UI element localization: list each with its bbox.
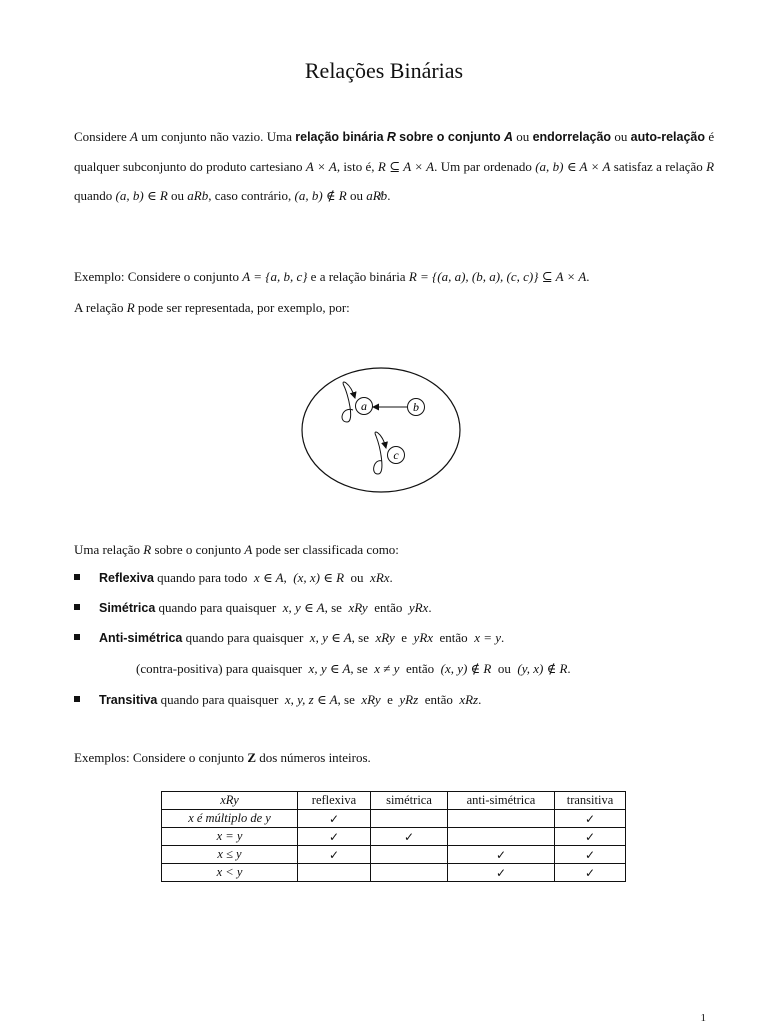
- classification-lead: Uma relação R sobre o conjunto A pode ser classificada como:: [74, 542, 399, 557]
- bullet-transitiva: Transitiva quando para quaisquer x, y, z ∈ A, se xRy e yRz então xRz.: [74, 692, 481, 708]
- table-header-cell: reflexiva: [298, 792, 371, 810]
- table-row: [162, 828, 626, 846]
- table-header-row: [162, 792, 626, 810]
- check-mark: ✓: [371, 828, 448, 846]
- bullet-marker: [74, 634, 80, 640]
- check-mark: [371, 864, 448, 882]
- relations-table: [161, 791, 626, 882]
- row-label: x é múltiplo de y: [162, 810, 298, 828]
- bullet-antisimetrica: Anti-simétrica quando para quaisquer x, y ∈ A, se xRy e yRx então x = y.: [74, 630, 504, 646]
- table-header-cell: transitiva: [555, 792, 626, 810]
- check-mark: ✓: [298, 846, 371, 864]
- set-ellipse: [302, 368, 460, 492]
- page-title: Relações Binárias: [304, 58, 464, 83]
- check-mark: ✓: [448, 864, 555, 882]
- check-mark: [371, 846, 448, 864]
- intro-paragraph: Considere A um conjunto não vazio. Uma relação binária R sobre o conjunto A ou endorrelação ou auto-relação é qualquer subconjunto do produto cartesiano A × A, isto é, R ⊆ A × A. Um par ordenado (a, b) ∈ A × A satisfaz a relação R quando (a, b) ∈ R ou aRb, caso contrário, (a, b) ∉ R ou aR̸b.: [74, 129, 715, 203]
- check-mark: ✓: [555, 810, 626, 828]
- node-b-label: b: [413, 400, 419, 414]
- check-mark: ✓: [298, 810, 371, 828]
- bullet-marker: [74, 574, 80, 580]
- table-header-cell: simétrica: [371, 792, 448, 810]
- row-label: x < y: [162, 864, 298, 882]
- examples-lead: Exemplos: Considere o conjunto Z dos números inteiros.: [74, 750, 371, 765]
- example-line: Exemplo: Considere o conjunto A = {a, b, c} e a relação binária R = {(a, a), (b, a), (c, c)} ⊆ A × A.: [74, 269, 590, 284]
- table-row: [162, 810, 626, 828]
- loop-c: [374, 432, 386, 474]
- check-mark: [298, 864, 371, 882]
- node-c-label: c: [393, 448, 399, 462]
- bullet-simetrica: Simétrica quando para quaisquer x, y ∈ A, se xRy então yRx.: [74, 600, 432, 616]
- table-row: [162, 846, 626, 864]
- check-mark: ✓: [448, 846, 555, 864]
- contrapositive-line: (contra-positiva) para quaisquer x, y ∈ A, se x ≠ y então (x, y) ∉ R ou (y, x) ∉ R.: [136, 661, 571, 676]
- check-mark: ✓: [298, 828, 371, 846]
- row-label: x ≤ y: [162, 846, 298, 864]
- node-a-label: a: [361, 399, 367, 413]
- example-line-2: A relação R pode ser representada, por exemplo, por:: [74, 300, 350, 315]
- table-header-cell: xRy: [162, 792, 298, 810]
- check-mark: ✓: [555, 846, 626, 864]
- relation-diagram: [300, 364, 464, 496]
- check-mark: ✓: [555, 864, 626, 882]
- check-mark: [371, 810, 448, 828]
- table-row: [162, 864, 626, 882]
- check-mark: [448, 810, 555, 828]
- bullet-reflexiva: Reflexiva quando para todo x ∈ A, (x, x) ∈ R ou xRx.: [74, 570, 393, 586]
- bullet-marker: [74, 696, 80, 702]
- check-mark: ✓: [555, 828, 626, 846]
- page-number: 1: [700, 1012, 706, 1024]
- table-header-cell: anti-simétrica: [448, 792, 555, 810]
- loop-a: [342, 382, 355, 422]
- bullet-marker: [74, 604, 80, 610]
- check-mark: [448, 828, 555, 846]
- row-label: x = y: [162, 828, 298, 846]
